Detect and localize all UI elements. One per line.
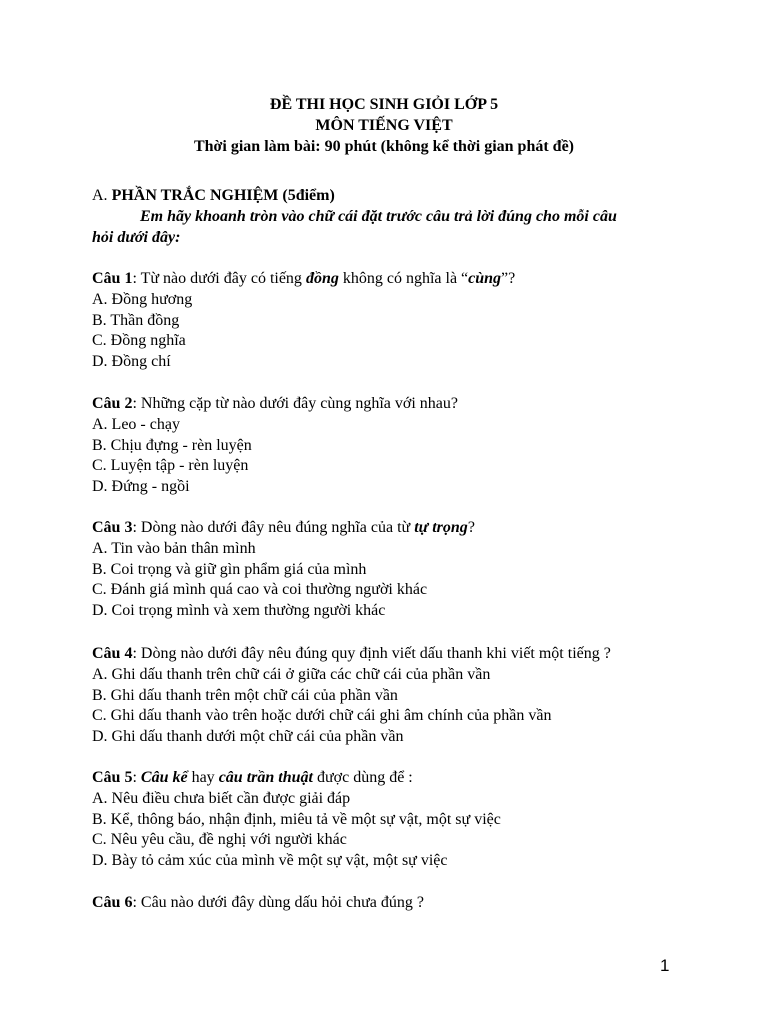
question-text: ? [467, 519, 475, 536]
section-heading [92, 185, 335, 206]
answer-option-b: B. Ghi dấu thanh trên một chữ cái của phần vần [92, 686, 398, 704]
question-stem [92, 269, 712, 290]
section-letter: A. [92, 187, 108, 204]
question-label: Câu 4 [92, 645, 133, 662]
exam-subject: MÔN TIẾNG VIỆT [315, 117, 453, 134]
question-2 [92, 394, 712, 498]
question-text: : Câu nào dưới đây dùng dấu hỏi chưa đúng ? [132, 894, 424, 911]
question-text: được dùng để : [312, 769, 413, 786]
question-text: : Dòng nào dưới đây nêu đúng quy định viết dấu thanh khi viết một tiếng ? [132, 645, 611, 662]
answer-option-c: C. Ghi dấu thanh vào trên hoặc dưới chữ cái ghi âm chính của phần vần [92, 707, 552, 725]
question-text: hay [187, 769, 219, 786]
question-label: Câu 6 [92, 894, 133, 911]
question-text: : Dòng nào dưới đây nêu đúng nghĩa của từ [132, 519, 415, 536]
question-3 [92, 518, 712, 622]
question-stem [92, 644, 712, 665]
question-label: Câu 5 [92, 769, 133, 786]
instruction-line-1: Em hãy khoanh tròn vào chữ cái đặt trước câu trả lời đúng cho mỗi câu [140, 208, 617, 225]
emphasis-term: cùng [468, 270, 502, 287]
question-text: : [132, 769, 141, 786]
answer-option-a: A. Tin vào bản thân mình [92, 539, 256, 557]
answer-option-c: C. Luyện tập - rèn luyện [92, 457, 249, 475]
question-text: không có nghĩa là “ [338, 270, 469, 287]
answer-option-b: B. Thần đồng [92, 311, 180, 329]
answer-option-d: D. Đồng chí [92, 353, 171, 371]
answer-option-a: A. Leo - chạy [92, 415, 180, 433]
question-stem [92, 518, 712, 539]
exam-header [0, 94, 768, 157]
answer-option-a: A. Nêu điều chưa biết cần được giải đáp [92, 789, 351, 807]
answer-option-d: D. Đứng - ngồi [92, 478, 190, 496]
question-6 [92, 893, 712, 914]
answer-option-a: A. Ghi dấu thanh trên chữ cái ở giữa các chữ cái của phần vần [92, 665, 491, 683]
answer-option-c: C. Nêu yêu cầu, đề nghị với người khác [92, 831, 347, 849]
answer-option-b: B. Kể, thông báo, nhận định, miêu tả về một sự vật, một sự việc [92, 810, 501, 828]
question-label: Câu 2 [92, 395, 133, 412]
section-name: PHẦN TRẮC NGHIỆM (5điểm) [111, 187, 335, 204]
instruction-text [92, 206, 692, 248]
answer-option-b: B. Chịu đựng - rèn luyện [92, 436, 252, 454]
question-5 [92, 768, 712, 872]
question-text: : Những cặp từ nào dưới đây cùng nghĩa với nhau? [132, 395, 458, 412]
answer-option-d: D. Coi trọng mình và xem thường người khác [92, 602, 386, 620]
question-label: Câu 3 [92, 519, 133, 536]
answer-option-c: C. Đánh giá mình quá cao và coi thường người khác [92, 581, 428, 599]
question-stem [92, 394, 712, 415]
exam-title: ĐỀ THI HỌC SINH GIỎI LỚP 5 [269, 96, 499, 113]
emphasis-term: câu trần thuật [218, 769, 313, 786]
emphasis-term: Câu kể [140, 769, 188, 786]
page-number: 1 [660, 956, 670, 975]
question-stem [92, 893, 712, 914]
answer-option-a: A. Đồng hương [92, 290, 193, 308]
instruction-line-2: hỏi dưới đây: [92, 229, 181, 246]
question-1 [92, 269, 712, 373]
question-text: : Từ nào dưới đây có tiếng [132, 270, 306, 287]
question-label: Câu 1 [92, 270, 133, 287]
question-text: ”? [501, 270, 516, 287]
exam-duration: Thời gian làm bài: 90 phút (không kể thời gian phát đề) [193, 138, 575, 155]
answer-option-d: D. Ghi dấu thanh dưới một chữ cái của phần vần [92, 728, 404, 746]
question-4 [92, 644, 712, 748]
emphasis-term: đồng [305, 270, 339, 287]
emphasis-term: tự trọng [414, 519, 468, 536]
answer-option-d: D. Bày tỏ cảm xúc của mình về một sự vật, một sự việc [92, 852, 448, 870]
answer-option-c: C. Đồng nghĩa [92, 332, 186, 350]
answer-option-b: B. Coi trọng và giữ gìn phẩm giá của mình [92, 560, 367, 578]
question-stem [92, 768, 712, 789]
